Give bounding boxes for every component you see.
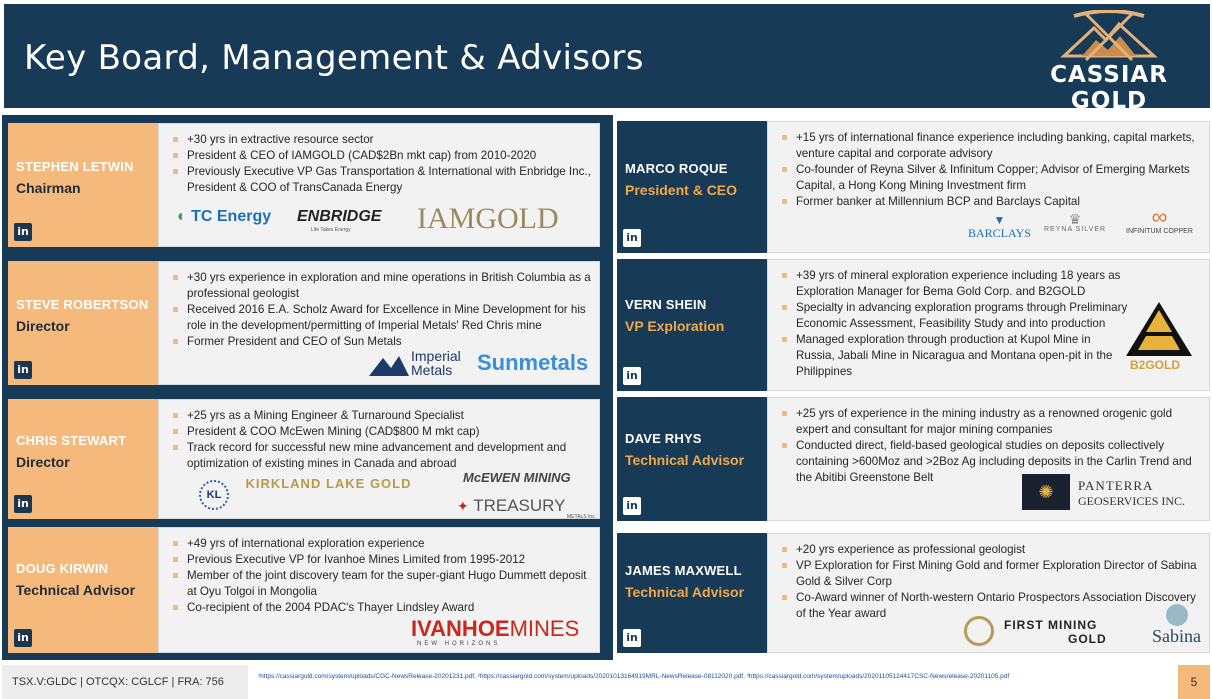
bio-bullet: +20 yrs experience as professional geologist [780, 542, 1201, 558]
mcewen-mining-logo: McEWEN MINING [463, 470, 571, 485]
ivanhoe-mines-logo [411, 616, 579, 642]
person-role: Technical Advisor [625, 452, 745, 468]
bio-list [780, 406, 1201, 486]
sabina-mark-icon [1166, 604, 1188, 626]
bio-bullet: Received 2016 E.A. Scholz Award for Excellence in Mine Development for his role in the development/permitting of Imperial Metals' Red Chris mine [171, 302, 591, 334]
first-mining-mark-icon [964, 616, 994, 646]
bio-bullet: Co-recipient of the 2004 PDAC's Thayer Lindsley Award [171, 600, 591, 616]
ivanhoe-tagline: NEW HORIZONS [417, 641, 501, 647]
bio-bullet: Previous Executive VP for Ivanhoe Mines Limited from 1995-2012 [171, 552, 591, 568]
cassiar-gold-logo [1024, 10, 1194, 114]
treasury-metals-subtext: METALS Inc. [567, 514, 597, 520]
bio-bullet: +25 yrs of experience in the mining industry as a renowned orogenic gold expert and consultant for major mining companies [780, 406, 1201, 438]
tc-energy-logo [177, 208, 271, 226]
linkedin-icon[interactable]: in [623, 367, 641, 385]
company-logo-text: Metals [411, 362, 453, 378]
person-role: Director [16, 318, 70, 334]
company-logo-text: FIRST MINING [1004, 618, 1098, 632]
company-logo-text: ENBRIDGE [297, 208, 382, 225]
name-panel [8, 527, 158, 653]
company-logo-text: IVANHOE [411, 616, 510, 641]
person-name: CHRIS STEWART [16, 433, 127, 448]
linkedin-icon[interactable]: in [623, 629, 641, 647]
kirkland-lake-logo [199, 476, 412, 510]
bio-bullet: +25 yrs as a Mining Engineer & Turnaround Specialist [171, 408, 591, 424]
bio-list [780, 130, 1201, 210]
name-panel [617, 533, 767, 653]
sunmetals-logo: Sunmetals [477, 350, 589, 375]
person-card-chris-stewart [8, 399, 600, 519]
company-logo-text: B2GOLD [1130, 358, 1181, 372]
infinitum-copper-logo [1126, 206, 1193, 235]
bio-bullet: President & CEO of IAMGOLD (CAD$2Bn mkt cap) from 2010-2020 [171, 148, 591, 164]
name-panel [8, 399, 158, 519]
bio-bullet: Member of the joint discovery team for the super-giant Hugo Dummett deposit at Oyu Tolgoi in Mongolia [171, 568, 591, 600]
bio-bullet: +30 yrs experience in exploration and mine operations in British Columbia as a professional geologist [171, 270, 591, 302]
company-logo-text: MINES [509, 616, 580, 641]
company-logo-text: BARCLAYS [968, 226, 1031, 240]
stock-tickers: TSX.V:GLDC | OTCQX: CGLCF | FRA: 756 [2, 665, 248, 699]
person-card-vern-shein [617, 259, 1210, 391]
kl-badge: KL [199, 480, 229, 510]
person-card-marco-roque [617, 121, 1210, 253]
bio-bullet: +15 yrs of international finance experience including banking, capital markets, venture capital and corporate advisory [780, 130, 1201, 162]
company-logo-text: GEOSERVICES INC. [1078, 494, 1186, 508]
management-section [615, 115, 1212, 660]
bio-bullet: Previously Executive VP Gas Transportation & International with Enbridge Inc., President & COO of TransCanada Energy [171, 164, 591, 196]
linkedin-icon[interactable]: in [14, 223, 32, 241]
footnote-links[interactable]: ¹https://cassiargold.com/system/uploads/CGC-NewsRelease-20201231.pdf, ²https://cassiargold.com/system/uploads/20201013164919MRL-NewsRelease-08112020.pdf, ³https://cassiargold.com/system/uploads/20201105124417CSC-Newsrelease-20201105.pdf [258, 673, 1010, 680]
person-card-stephen-letwin [8, 123, 600, 247]
name-panel [617, 397, 767, 521]
bio-list [171, 408, 591, 472]
bio-bullet: Track record for successful new mine advancement and development and optimization of existing mines in Canada and abroad [171, 440, 591, 472]
bio-bullet: Managed exploration through production at Kupol Mine in Russia, Jabali Mine in Nicaragua and Montana open-pit in the Philippines [780, 332, 1129, 380]
person-card-dave-rhys [617, 397, 1210, 521]
bio-bullet: Former President and CEO of Sun Metals [171, 334, 591, 350]
person-card-steve-robertson [8, 261, 600, 385]
bio-bullet: +30 yrs in extractive resource sector [171, 132, 591, 148]
person-role: Technical Advisor [16, 582, 136, 598]
mountain-picks-icon [1024, 10, 1194, 70]
bio-list [171, 536, 591, 616]
infinity-icon: ∞ [1151, 204, 1168, 229]
slide-footer [0, 665, 1212, 699]
company-logo-text: TC Energy [191, 208, 272, 225]
bio-panel [767, 259, 1210, 391]
name-panel [8, 261, 158, 385]
bio-list [171, 270, 591, 350]
person-role: Director [16, 454, 70, 470]
treasury-metals-logo [457, 496, 565, 516]
person-name: DAVE RHYS [625, 431, 702, 446]
linkedin-icon[interactable]: in [14, 361, 32, 379]
person-name: MARCO ROQUE [625, 161, 728, 176]
name-panel [617, 259, 767, 391]
sabina-logo [1152, 604, 1201, 647]
eagle-icon: ▼ [993, 213, 1006, 227]
person-card-james-maxwell [617, 533, 1210, 653]
enbridge-logo [297, 208, 381, 226]
linkedin-icon[interactable]: in [623, 229, 641, 247]
pyramid-icon [1124, 300, 1194, 358]
maple-leaf-icon: ✦ [457, 498, 469, 514]
b2gold-logo [1124, 300, 1204, 380]
company-logo-text: PANTERRA [1078, 478, 1154, 493]
linkedin-icon[interactable]: in [14, 495, 32, 513]
bio-panel [158, 527, 600, 653]
barclays-logo [968, 214, 1031, 241]
bio-panel [767, 397, 1210, 521]
person-role: VP Exploration [625, 318, 725, 334]
bio-panel [158, 123, 600, 247]
bio-bullet: Former banker at Millennium BCP and Barclays Capital [780, 194, 1201, 210]
bio-bullet: Co-founder of Reyna Silver & Infinitum Copper; Advisor of Emerging Markets Capital, a Hong Kong Mining Investment firm [780, 162, 1201, 194]
bio-list [780, 268, 1129, 380]
title-bar [4, 4, 1210, 114]
person-name: JAMES MAXWELL [625, 563, 742, 578]
company-logo-text: Sabina [1152, 626, 1201, 646]
bio-bullet: Co-Award winner of North-western Ontario Prospectors Association Discovery of the Year award [780, 590, 1201, 622]
enbridge-tagline: Life Takes Energy [311, 227, 351, 233]
company-logo-text: REYNA SILVER [1044, 226, 1107, 233]
company-logo-text: INFINITUM COPPER [1126, 228, 1193, 235]
person-role: Chairman [16, 180, 81, 196]
company-logo-text: TREASURY [473, 496, 566, 515]
page-number: 5 [1178, 665, 1210, 699]
bio-panel [158, 261, 600, 385]
person-role: Technical Advisor [625, 584, 745, 600]
name-panel [8, 123, 158, 247]
bio-bullet: President & COO McEwen Mining (CAD$800 M mkt cap) [171, 424, 591, 440]
tc-energy-mark-icon: ◐ [177, 208, 192, 225]
iamgold-logo [417, 202, 559, 236]
linkedin-icon[interactable]: in [14, 629, 32, 647]
company-logo-text: Imperial [411, 348, 461, 364]
reyna-silver-logo [1044, 212, 1106, 233]
slide-header [0, 0, 1212, 114]
page-title: Key Board, Management & Advisors [24, 38, 644, 78]
bio-bullet: VP Exploration for First Mining Gold and former Exploration Director of Sabina Gold & Silver Corp [780, 558, 1201, 590]
company-logo-text: KIRKLAND LAKE GOLD [245, 476, 412, 491]
person-name: VERN SHEIN [625, 297, 707, 312]
bio-panel [158, 399, 600, 519]
bio-list [780, 542, 1201, 622]
bio-bullet: +49 yrs of international exploration experience [171, 536, 591, 552]
bio-bullet: +39 yrs of mineral exploration experience including 18 years as Exploration Manager for Bema Gold Corp. and B2GOLD [780, 268, 1129, 300]
imperial-mountains-icon [369, 350, 409, 376]
board-section [2, 115, 613, 660]
bio-bullet: Specialty in advancing exploration programs through Preliminary Economic Assessment, Feasibility Study and into production [780, 300, 1129, 332]
company-logo-text: IAMGOLD [417, 202, 559, 235]
person-role: President & CEO [625, 182, 738, 198]
logo-wordmark: CASSIAR GOLD [1050, 62, 1168, 114]
person-name: STEVE ROBERTSON [16, 297, 149, 312]
linkedin-icon[interactable]: in [623, 497, 641, 515]
person-card-doug-kirwin [8, 527, 600, 653]
bio-bullet: Conducted direct, field-based geological studies on deposits collectively containing >600Moz and >2Boz Ag including deposits in the Carlin Trend and the Abitibi Greenstone Belt [780, 438, 1201, 486]
company-logo-text: GOLD [1068, 632, 1107, 646]
panterra-mark-icon: ✺ [1022, 474, 1070, 510]
bio-list [171, 132, 591, 196]
bio-panel [767, 121, 1210, 253]
name-panel [617, 121, 767, 253]
person-name: STEPHEN LETWIN [16, 159, 134, 174]
bio-panel [767, 533, 1210, 653]
crown-icon: ♛ [1068, 211, 1082, 227]
person-name: DOUG KIRWIN [16, 561, 109, 576]
